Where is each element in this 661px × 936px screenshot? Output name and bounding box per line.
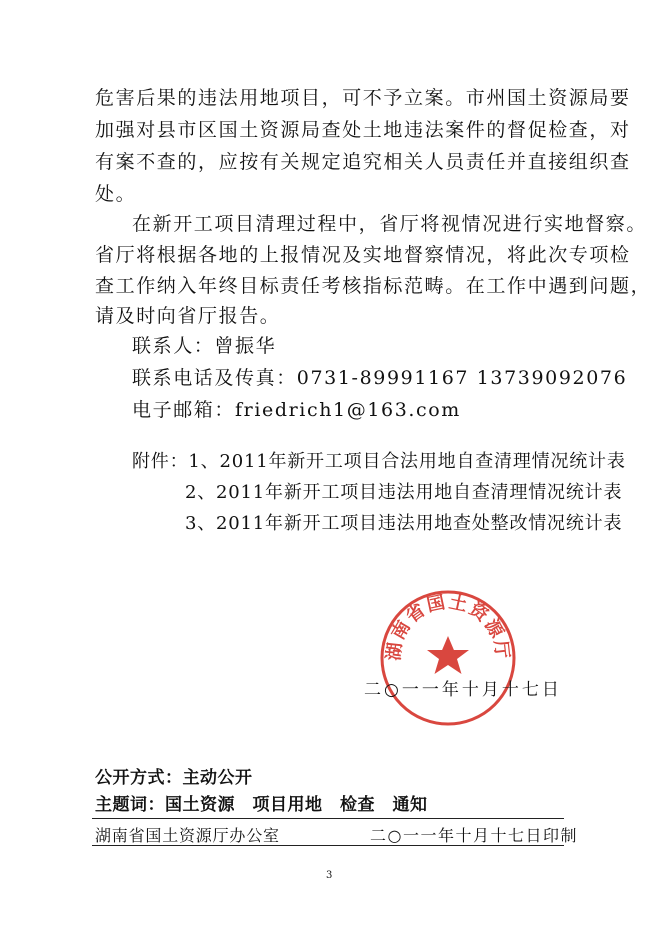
paragraph-line: 加强对县市区国土资源局查处土地违法案件的督促检查，对 <box>95 119 631 141</box>
paragraph-line: 省厅将根据各地的上报情况及实地督察情况，将此次专项检 <box>95 244 631 266</box>
attachment-item-3: 3、2011年新开工项目违法用地查处整改情况统计表 <box>185 513 623 534</box>
paragraph-line: 危害后果的违法用地项目，可不予立案。市州国土资源局要 <box>95 87 631 109</box>
document-date: 二○一一年十月十七日 <box>364 680 562 700</box>
subject-keywords: 主题词：国土资源 项目用地 检查 通知 <box>95 795 428 815</box>
paragraph-line: 处。 <box>95 183 137 205</box>
disclosure-method: 公开方式：主动公开 <box>95 768 253 788</box>
contact-person: 联系人：曾振华 <box>132 335 277 357</box>
attachment-item-2: 2、2011年新开工项目违法用地自查清理情况统计表 <box>185 482 623 503</box>
page-number: 3 <box>326 870 333 881</box>
seal-text: 湖南省国土资源厅 <box>383 591 513 662</box>
attachment-item-1: 附件：1、2011年新开工项目合法用地自查清理情况统计表 <box>132 451 626 472</box>
paragraph-line: 查工作纳入年终目标责任考核指标范畴。在工作中遇到问题， <box>95 275 652 297</box>
star-icon <box>427 636 469 674</box>
contact-phone: 联系电话及传真：0731-89991167 13739092076 <box>132 367 628 389</box>
paragraph-line: 请及时向省厅报告。 <box>95 305 281 327</box>
footer-rule-bottom <box>92 845 564 846</box>
footer-rule-top <box>92 818 564 819</box>
paragraph-line: 在新开工项目清理过程中，省厅将视情况进行实地督察。 <box>132 213 648 235</box>
official-seal <box>378 588 518 728</box>
paragraph-line: 有案不查的，应按有关规定追究相关人员责任并直接组织查 <box>95 151 631 173</box>
issuer: 湖南省国土资源厅办公室 <box>95 826 280 845</box>
print-date: 二○一一年十月十七日印制 <box>370 826 578 845</box>
contact-email: 电子邮箱：friedrich1@163.com <box>132 399 461 421</box>
